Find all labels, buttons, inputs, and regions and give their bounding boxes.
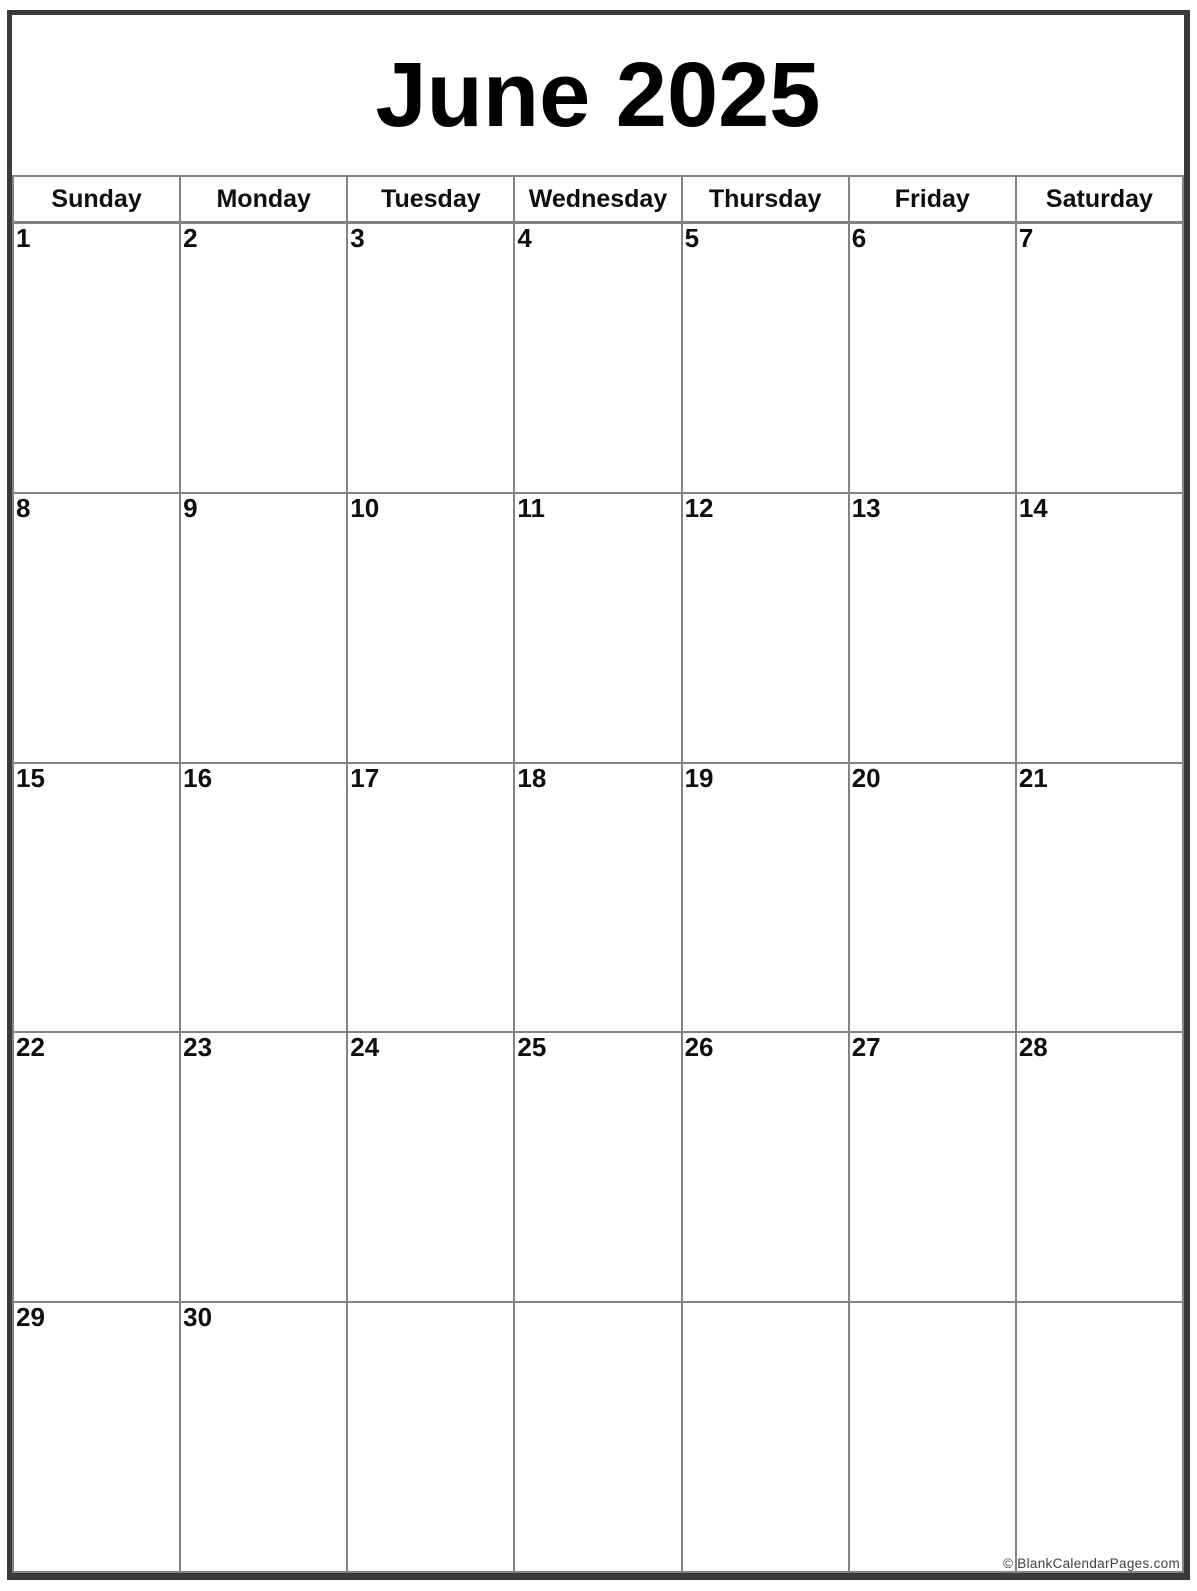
day-cell	[347, 493, 514, 763]
day-cell	[13, 763, 180, 1033]
day-number	[348, 1303, 513, 1304]
day-cell	[13, 493, 180, 763]
day-number: 22	[16, 1032, 45, 1063]
page-title: June 2025	[375, 43, 821, 146]
day-number: 16	[183, 762, 213, 793]
day-cell	[682, 1032, 849, 1302]
weekday-header-row	[13, 176, 1183, 223]
weekday-header-thursday: Thursday	[682, 176, 849, 223]
week-row-5	[13, 1302, 1183, 1572]
day-number: 4	[517, 223, 532, 253]
day-cell	[849, 493, 1016, 763]
day-cell	[849, 1302, 1016, 1572]
day-number: 7	[1018, 223, 1034, 253]
day-number: 19	[684, 762, 714, 793]
day-number: 24	[350, 1032, 380, 1063]
day-number: 20	[851, 762, 881, 793]
day-cell	[1016, 763, 1183, 1033]
weekday-header-tuesday: Tuesday	[347, 176, 514, 223]
day-number: 26	[684, 1032, 714, 1063]
day-number: 12	[684, 492, 714, 523]
day-cell	[682, 223, 849, 493]
week-row-2	[13, 493, 1183, 763]
day-cell	[682, 493, 849, 763]
day-number: 2	[183, 223, 198, 253]
day-cell	[682, 763, 849, 1033]
weekday-header-sunday: Sunday	[13, 176, 180, 223]
day-cell	[13, 1032, 180, 1302]
day-cell	[347, 223, 514, 493]
day-number: 28	[1018, 1032, 1048, 1063]
day-number: 17	[350, 762, 380, 793]
day-cell	[180, 1302, 347, 1572]
day-number: 9	[183, 492, 198, 523]
day-number: 3	[350, 223, 365, 253]
day-number	[515, 1303, 680, 1304]
day-cell	[1016, 493, 1183, 763]
day-cell	[347, 763, 514, 1033]
day-number: 15	[16, 762, 45, 793]
week-row-3	[13, 763, 1183, 1033]
calendar-table	[12, 175, 1184, 1573]
calendar-page	[7, 10, 1190, 1580]
day-cell	[1016, 1302, 1183, 1572]
day-cell	[1016, 1032, 1183, 1302]
day-number: 23	[183, 1032, 213, 1063]
day-number: 25	[517, 1032, 547, 1063]
weekday-header-monday: Monday	[180, 176, 347, 223]
day-cell	[180, 763, 347, 1033]
day-cell	[514, 223, 681, 493]
day-cell	[514, 763, 681, 1033]
day-number: 11	[517, 492, 545, 523]
weekday-header-wednesday: Wednesday	[514, 176, 681, 223]
watermark: © BlankCalendarPages.com	[1003, 1556, 1180, 1571]
day-cell	[514, 1302, 681, 1572]
week-row-4	[13, 1032, 1183, 1302]
week-row-1	[13, 223, 1183, 493]
day-number	[683, 1303, 848, 1304]
day-cell	[347, 1302, 514, 1572]
day-number: 29	[16, 1302, 45, 1333]
day-cell	[13, 1302, 180, 1572]
day-number: 6	[851, 223, 867, 253]
day-number	[850, 1303, 1015, 1304]
weekday-header-saturday: Saturday	[1016, 176, 1183, 223]
weekday-header-friday: Friday	[849, 176, 1016, 223]
day-number: 10	[350, 492, 380, 523]
day-cell	[180, 223, 347, 493]
day-number: 30	[183, 1302, 213, 1333]
day-number: 21	[1018, 762, 1048, 793]
day-cell	[514, 493, 681, 763]
day-cell	[13, 223, 180, 493]
day-number: 1	[16, 223, 31, 253]
day-cell	[1016, 223, 1183, 493]
day-cell	[849, 223, 1016, 493]
day-number: 18	[517, 762, 547, 793]
day-number: 14	[1018, 492, 1048, 523]
day-cell	[682, 1302, 849, 1572]
day-number	[1017, 1303, 1182, 1304]
day-cell	[180, 493, 347, 763]
day-number: 5	[684, 223, 700, 253]
day-cell	[514, 1032, 681, 1302]
day-cell	[849, 763, 1016, 1033]
day-number: 13	[851, 492, 881, 523]
day-cell	[347, 1032, 514, 1302]
day-number: 8	[16, 492, 31, 523]
day-cell	[180, 1032, 347, 1302]
day-cell	[849, 1032, 1016, 1302]
day-number: 27	[851, 1032, 881, 1063]
